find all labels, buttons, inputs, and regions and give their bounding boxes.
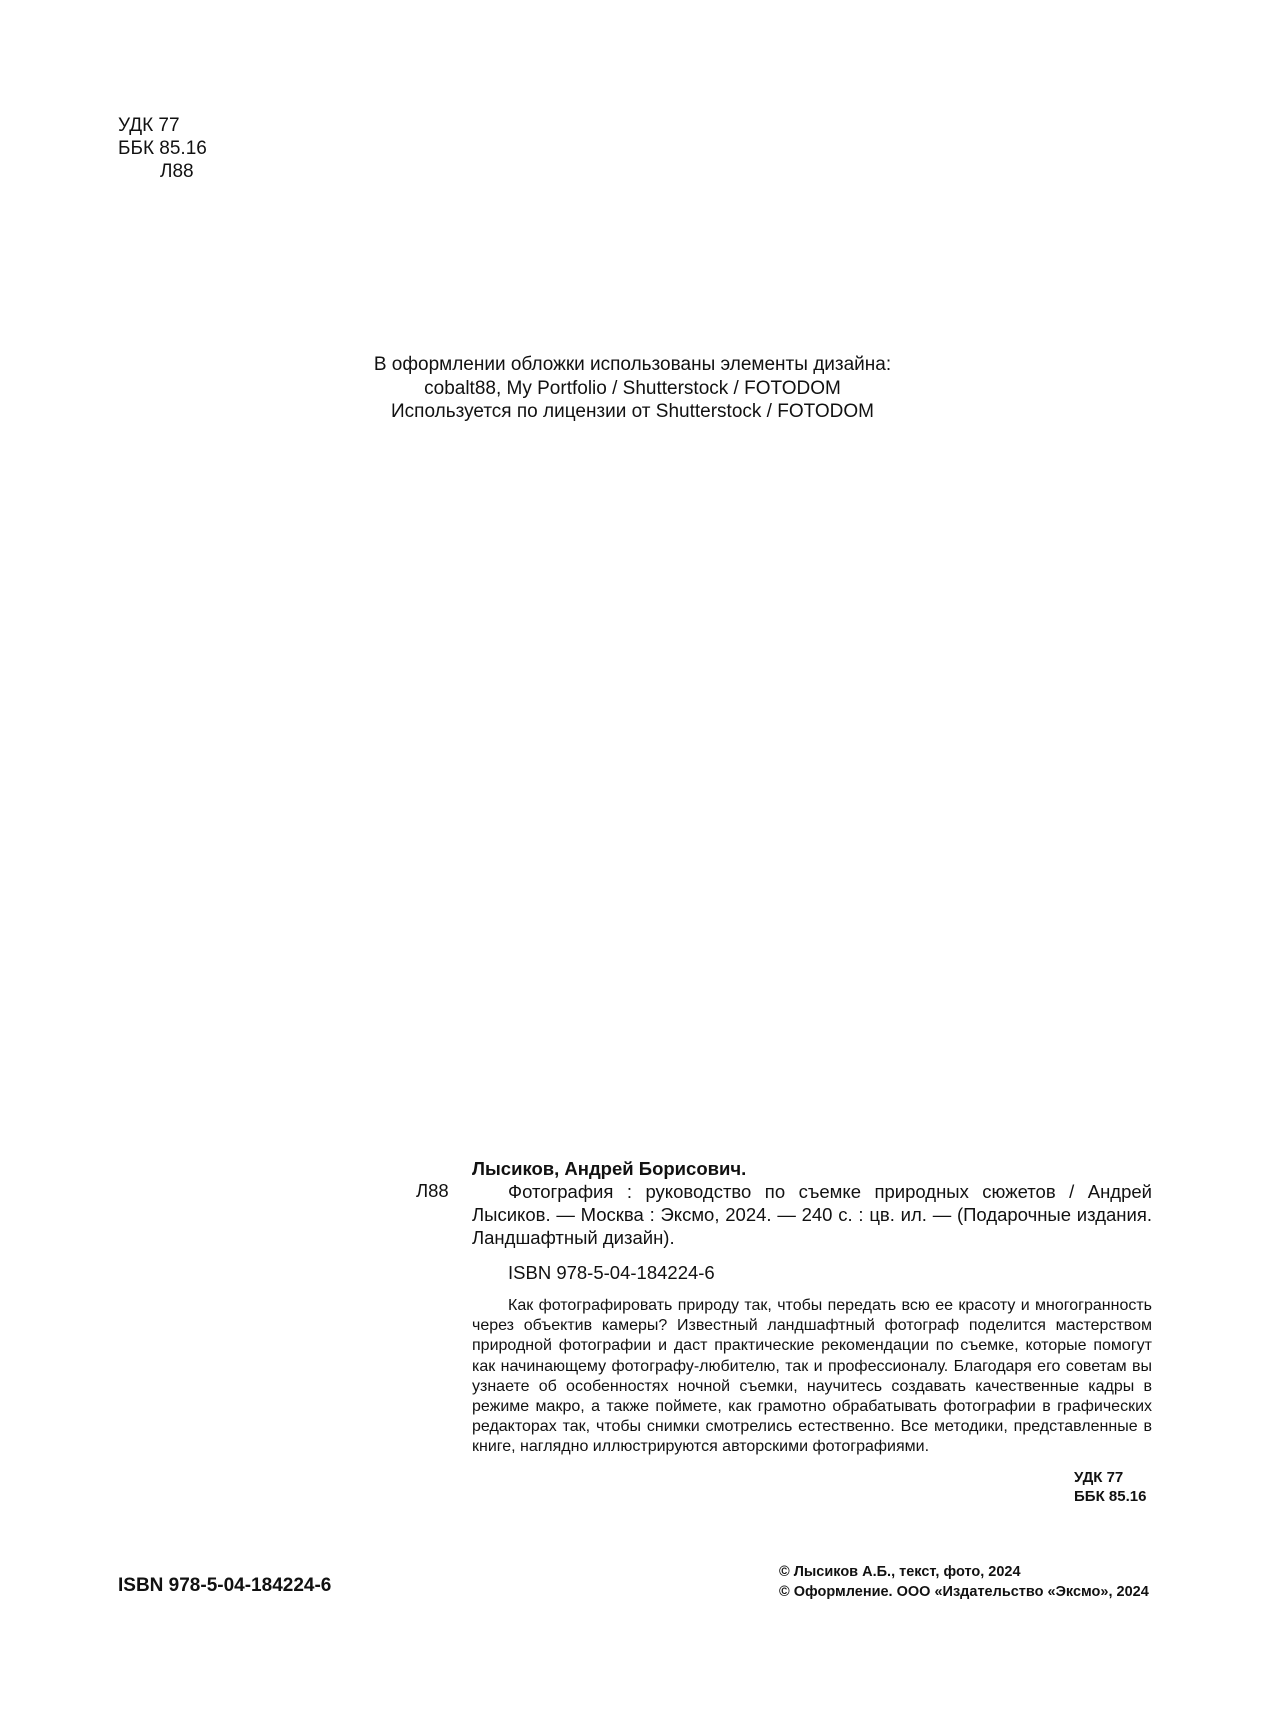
entry-isbn: ISBN 978-5-04-184224-6 [508,1262,715,1283]
credits-line-3: Используется по лицензии от Shutterstock / FOTODOM [391,401,874,422]
copyright-line-2: © Оформление. ООО «Издательство «Эксмо», 2024 [779,1584,1149,1600]
classification-codes-top [118,114,207,183]
copyright-line-1: © Лысиков А.Б., текст, фото, 2024 [779,1564,1021,1580]
credits-line-2: cobalt88, My Portfolio / Shutterstock / FOTODOM [424,377,841,399]
credits-line-1: В оформлении обложки использованы элементы дизайна: [373,354,892,375]
isbn-footer: ISBN 978-5-04-184224-6 [118,1575,332,1596]
entry-author: Лысиков, Андрей Борисович. [472,1158,747,1179]
bibliographic-entry [416,1157,1152,1458]
classification-codes-bottom [1074,1468,1146,1506]
entry-annotation: Как фотографировать природу так, чтобы передать всю ее красоту и многогранность через объектив камеры? Известный ландшафтный фотограф поделится мастерством природной фотографии и даст практические рекомендации по съемке, которые помогут как начинающему фотографу-любителю, так и профессионалу. Благодаря его советам вы узнаете об особенностях ночной съемки, научитесь создавать качественные кадры в режиме макро, а также поймете, как грамотно обрабатывать фотографии в графических редакторах так, чтобы снимки смотрелись естественно. Все методики, представленные в книге, наглядно иллюстрируются авторскими фотографиями. [472,1297,1152,1456]
entry-author-sign: Л88 [416,1180,449,1201]
udk-code: УДК 77 [118,115,180,136]
entry-description: Фотография : руководство по съемке природных сюжетов / Андрей Лысиков. — Москва : Эксмо, 2024. — 240 с. : цв. ил. — (Подарочные издания. Ландшафтный дизайн). [472,1181,1152,1248]
bbk-code: ББК 85.16 [118,138,207,159]
bbk-code-bottom: ББК 85.16 [1074,1488,1147,1505]
cover-design-credits [330,353,935,424]
copyright-block [779,1562,1149,1602]
author-sign: Л88 [160,161,194,182]
udk-code-bottom: УДК 77 [1074,1469,1124,1486]
